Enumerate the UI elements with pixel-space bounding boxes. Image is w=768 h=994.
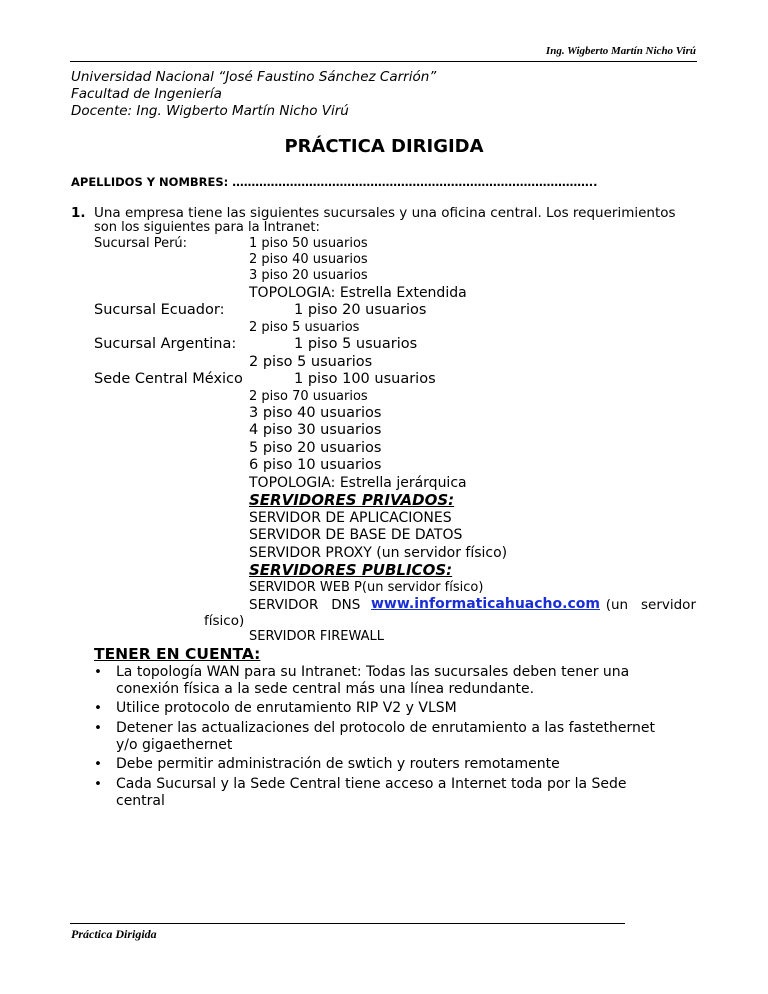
dns-domain-link[interactable]: www.informaticahuacho.com: [371, 596, 600, 612]
note-3-line1: Detener las actualizaciones del protocolo de enrutamiento a las fastethernet: [116, 720, 655, 736]
student-name-field: APELLIDOS Y NOMBRES: …………………………………………………………………………………..: [71, 175, 598, 189]
note-2-line1: Utilice protocolo de enrutamiento RIP V2 y VLSM: [116, 700, 457, 716]
header-rule: [70, 61, 697, 62]
header-author: Ing. Wigberto Martín Nicho Virú: [545, 45, 696, 57]
question-number: 1.: [71, 205, 86, 221]
page-title: PRÁCTICA DIRIGIDA: [284, 136, 484, 157]
public-server-dns-note: (un servidor: [605, 597, 696, 613]
branch-argentina-label: Sucursal Argentina:: [94, 336, 237, 352]
private-server-2: SERVIDOR DE BASE DE DATOS: [249, 527, 463, 543]
mexico-floor-6: 6 piso 10 usuarios: [249, 457, 382, 473]
question-intro-line2: son los siguientes para la Intranet:: [94, 220, 320, 235]
branch-peru-label: Sucursal Perú:: [94, 236, 188, 251]
peru-floor-2: 2 piso 40 usuarios: [249, 252, 368, 267]
public-server-firewall: SERVIDOR FIREWALL: [249, 629, 385, 644]
bullet-icon: •: [94, 664, 102, 680]
teacher-name: Docente: Ing. Wigberto Martín Nicho Virú: [71, 103, 349, 119]
mexico-topology: TOPOLOGIA: Estrella jerárquica: [249, 475, 467, 491]
bullet-icon: •: [94, 756, 102, 772]
argentina-floor-2: 2 piso 5 usuarios: [249, 354, 373, 370]
mexico-floor-1: 1 piso 100 usuarios: [294, 371, 436, 387]
branch-mexico-label: Sede Central México: [94, 371, 243, 387]
bullet-icon: •: [94, 776, 102, 792]
notes-heading: TENER EN CUENTA:: [94, 645, 261, 663]
note-1-line2: conexión física a la sede central más una línea redundante.: [116, 681, 535, 697]
note-5-line2: central: [116, 793, 165, 809]
private-server-1: SERVIDOR DE APLICACIONES: [249, 510, 452, 526]
bullet-icon: •: [94, 720, 102, 736]
bullet-icon: •: [94, 700, 102, 716]
footer-label: Práctica Dirigida: [71, 927, 157, 941]
ecuador-floor-1: 1 piso 20 usuarios: [294, 302, 427, 318]
argentina-floor-1: 1 piso 5 usuarios: [294, 336, 418, 352]
private-server-3: SERVIDOR PROXY (un servidor físico): [249, 545, 508, 561]
public-servers-heading: SERVIDORES PUBLICOS:: [249, 561, 453, 579]
public-server-web: SERVIDOR WEB P(un servidor físico): [249, 580, 484, 595]
note-5-line1: Cada Sucursal y la Sede Central tiene acceso a Internet toda por la Sede: [116, 776, 627, 792]
public-server-dns-note-cont: físico): [204, 613, 245, 629]
note-3-line2: y/o gigaethernet: [116, 737, 233, 753]
private-servers-heading: SERVIDORES PRIVADOS:: [249, 491, 455, 509]
mexico-floor-3: 3 piso 40 usuarios: [249, 405, 382, 421]
note-1-line1: La topología WAN para su Intranet: Todas las sucursales deben tener una: [116, 664, 630, 680]
public-server-dns: SERVIDOR DNS: [249, 597, 361, 613]
mexico-floor-2: 2 piso 70 usuarios: [249, 389, 368, 404]
branch-ecuador-label: Sucursal Ecuador:: [94, 302, 225, 318]
mexico-floor-4: 4 piso 30 usuarios: [249, 422, 382, 438]
faculty-name: Facultad de Ingeniería: [71, 86, 222, 102]
footer-rule: [70, 923, 625, 924]
note-4-line1: Debe permitir administración de swtich y routers remotamente: [116, 756, 560, 772]
question-intro-line1: Una empresa tiene las siguientes sucursales y una oficina central. Los requerimientos: [94, 205, 676, 221]
university-name: Universidad Nacional “José Faustino Sánchez Carrión”: [71, 69, 437, 85]
peru-floor-3: 3 piso 20 usuarios: [249, 268, 368, 283]
ecuador-floor-2: 2 piso 5 usuarios: [249, 320, 360, 335]
peru-floor-1: 1 piso 50 usuarios: [249, 236, 368, 251]
mexico-floor-5: 5 piso 20 usuarios: [249, 440, 382, 456]
peru-topology: TOPOLOGIA: Estrella Extendida: [249, 285, 467, 301]
